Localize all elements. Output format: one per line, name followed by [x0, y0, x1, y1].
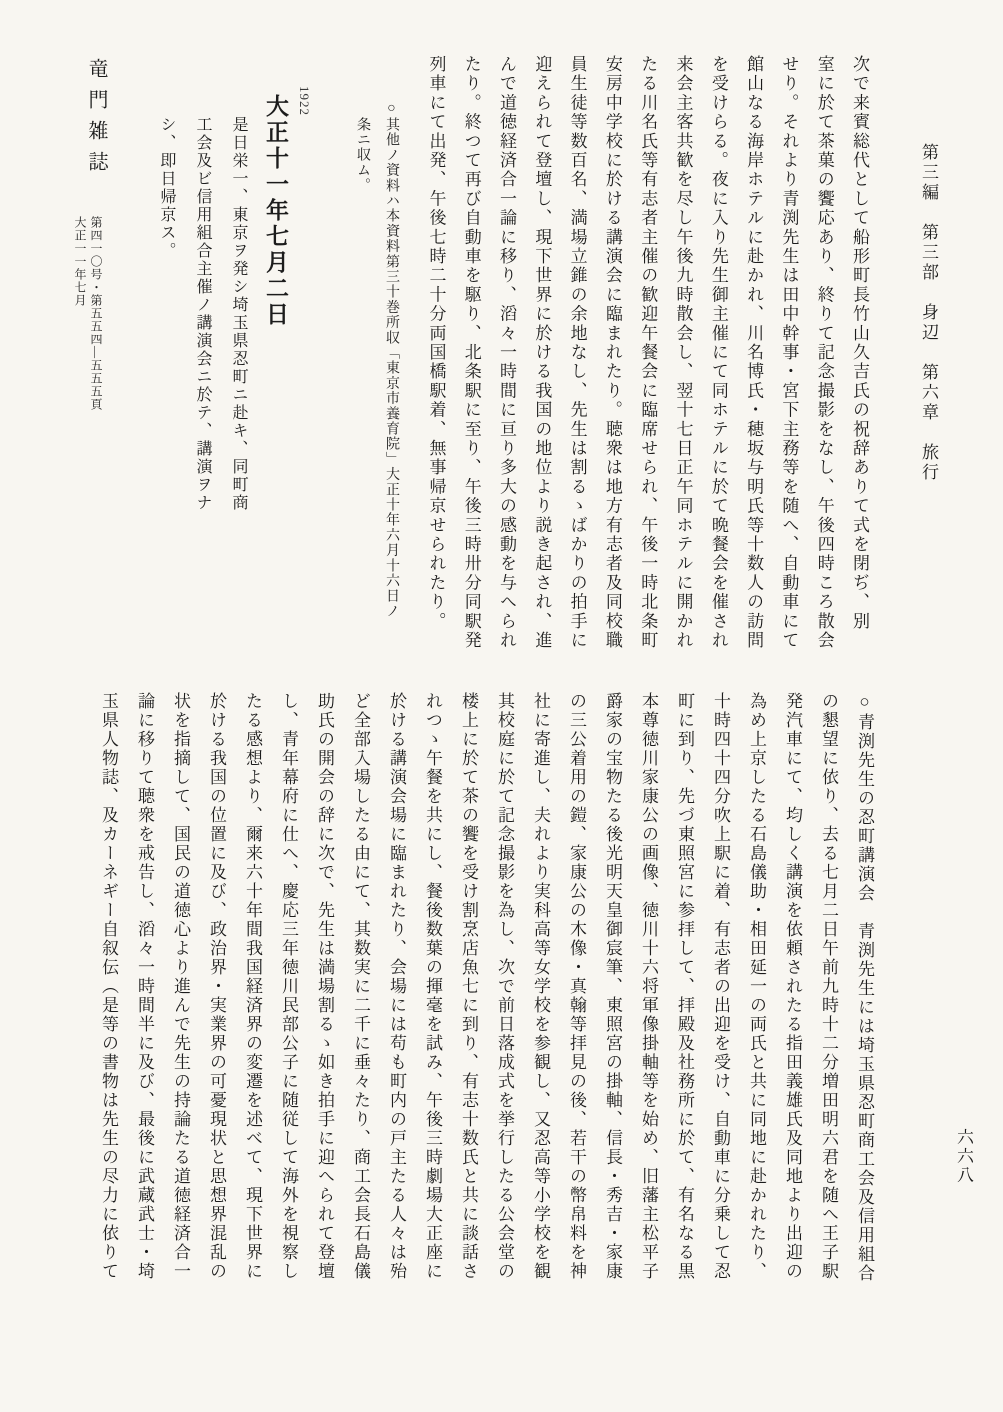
- text-column: を受けらる。夜に入り先生御主催にて同ホテルに於て晩餐会を催され: [708, 55, 728, 651]
- text-column: たる川名氏等有志者主催の歓迎午餐会に臨席せられ、午後一時北条町: [638, 55, 658, 651]
- text-column: 為め上京したる石島儀助・相田延一の両氏と共に同地に赴かれたり、: [747, 692, 766, 1281]
- entry-body-bottom: [90, 692, 882, 1312]
- text-column: 於ける我国の位置に及び、政治界・実業界の可憂現状と思想界混乱の: [207, 692, 226, 1281]
- text-column: 安房中学校に於ける講演会に臨まれたり。聴衆は地方有志者及同校職: [602, 55, 622, 651]
- note-column: 条ニ収ム。: [355, 117, 370, 193]
- text-column: シ、即日帰京ス。: [158, 116, 175, 260]
- text-column: の三公着用の鎧、家康公の木像・真翰等拝見の後、若干の幣帛料を神: [567, 692, 586, 1281]
- text-column: たり。終つて再び自動車を駆り、北条駅に至り、午後三時卅分同駅発: [461, 55, 481, 651]
- text-column: 助氏の開会の辞に次で、先生は満場割るゝ如き拍手に迎へられて登壇: [315, 692, 334, 1281]
- entry-body-top: [418, 55, 877, 651]
- text-column: 爵家の宝物たる後光明天皇御宸筆、東照宮の掛軸、信長・秀吉・家康: [603, 692, 622, 1281]
- text-column: せり。それより青渕先生は田中幹事・宮下主務等を随へ、自動車にて: [779, 55, 799, 651]
- text-column: 来会主客共歓を尽し午後九時散会し、翌十七日正午同ホテルに開かれ: [673, 55, 693, 651]
- text-column: ○青渕先生の忍町講演会 青渕先生には埼玉県忍町商工会及信用組合: [855, 692, 874, 1283]
- date-heading: 大正十一年七月二日: [263, 94, 288, 328]
- text-column: 社に寄進し、夫れより実科高等女学校を参観し、又忍高等小学校を観: [531, 692, 550, 1281]
- text-column: の懇望に依り、去る七月二日午前九時十二分増田明六君を随へ王子駅: [819, 692, 838, 1281]
- text-column: 館山なる海岸ホテルに赴かれ、川名博氏・穂坂与明氏等十数人の訪問: [744, 55, 764, 651]
- citation-column: 第四一〇号・第五五四—五五五頁: [89, 216, 103, 411]
- text-column: 十時四十四分吹上駅に着、有志者の出迎を受け、自動車に分乗して忍: [711, 692, 730, 1281]
- text-column: 次で来賓総代として船形町長竹山久吉氏の祝辞ありて式を閉ぢ、別: [850, 55, 869, 631]
- text-column: 員生徒等数百名、満場立錐の余地なし、先生は割るゝばかりの拍手に: [567, 55, 587, 651]
- text-column: 発汽車にて、均しく講演を依頼されたる指田義雄氏及同地より出迎の: [783, 692, 802, 1281]
- text-column: 是日栄一、東京ヲ発シ埼玉県忍町ニ赴キ、同町商: [230, 116, 247, 512]
- text-column: 室に於て茶菓の饗応あり、終りて記念撮影をなし、午後四時ころ散会: [814, 55, 834, 651]
- journal-citation: [72, 216, 104, 446]
- text-column: し、青年幕府に仕へ、慶応三年徳川民部公子に随従して海外を視察し: [279, 692, 298, 1281]
- text-column: 列車にて出発、午後七時二十分両国橋駅着、無事帰京せられたり。: [426, 55, 446, 631]
- source-note: [348, 55, 406, 640]
- text-column: 町に到り、先づ東照宮に参拝して、拝殿及社務所に於て、有名なる黒: [675, 692, 694, 1281]
- text-column: 状を指摘して、国民の道徳心より進んで先生の持論たる道徳経済合一: [171, 692, 190, 1281]
- text-column: ど全部入場したる由にて、其数実に二千に垂々たり、商工会長石島儀: [351, 692, 370, 1281]
- year-label: 1922: [297, 86, 312, 116]
- journal-title: 竜門雑誌: [85, 58, 107, 182]
- page-number: 六六八: [954, 1128, 973, 1185]
- text-column: 楼上に於て茶の饗を受け割烹店魚七に到り、有志十数氏と共に談話さ: [459, 692, 478, 1281]
- citation-column: 大正一一年七月: [73, 216, 87, 307]
- running-head: 第三編 第三部 身辺 第六章 旅行: [919, 143, 938, 483]
- text-column: 其校庭に於て記念撮影を為し、次で前日落成式を挙行したる公会堂の: [495, 692, 514, 1281]
- entry-summary: [148, 116, 256, 616]
- text-column: 於ける講演会場に臨まれたり、会場には苟も町内の戸主たる人々は殆: [387, 692, 406, 1281]
- note-column: ○其他ノ資料ハ本資料第三十巻所収「東京市養育院」大正十年六月十六日ノ: [384, 101, 399, 619]
- text-column: れつゝ午餐を共にし、餐後数葉の揮毫を試み、午後三時劇場大正座に: [423, 692, 442, 1281]
- text-column: 工会及ビ信用組合主催ノ講演会ニ於テ、講演ヲナ: [194, 116, 211, 512]
- text-column: 本尊徳川家康公の画像、徳川十六将軍像掛軸等を始め、旧藩主松平子: [639, 692, 658, 1281]
- text-column: 迎えられて登壇し、現下世界に於ける我国の地位より説き起され、進: [532, 55, 552, 651]
- text-column: 論に移りて聴衆を戒告し、滔々一時間半に及び、最後に武蔵武士・埼: [135, 692, 154, 1281]
- text-column: 玉県人物誌、及カーネギー自叙伝（是等の書物は先生の尽力に依りて: [99, 692, 118, 1281]
- text-column: んで道徳経済合一論に移り、滔々一時間に亘り多大の感動を与へられ: [497, 55, 517, 651]
- text-column: たる感想より、爾来六十年間我国経済界の変遷を述べて、現下世界に: [243, 692, 262, 1281]
